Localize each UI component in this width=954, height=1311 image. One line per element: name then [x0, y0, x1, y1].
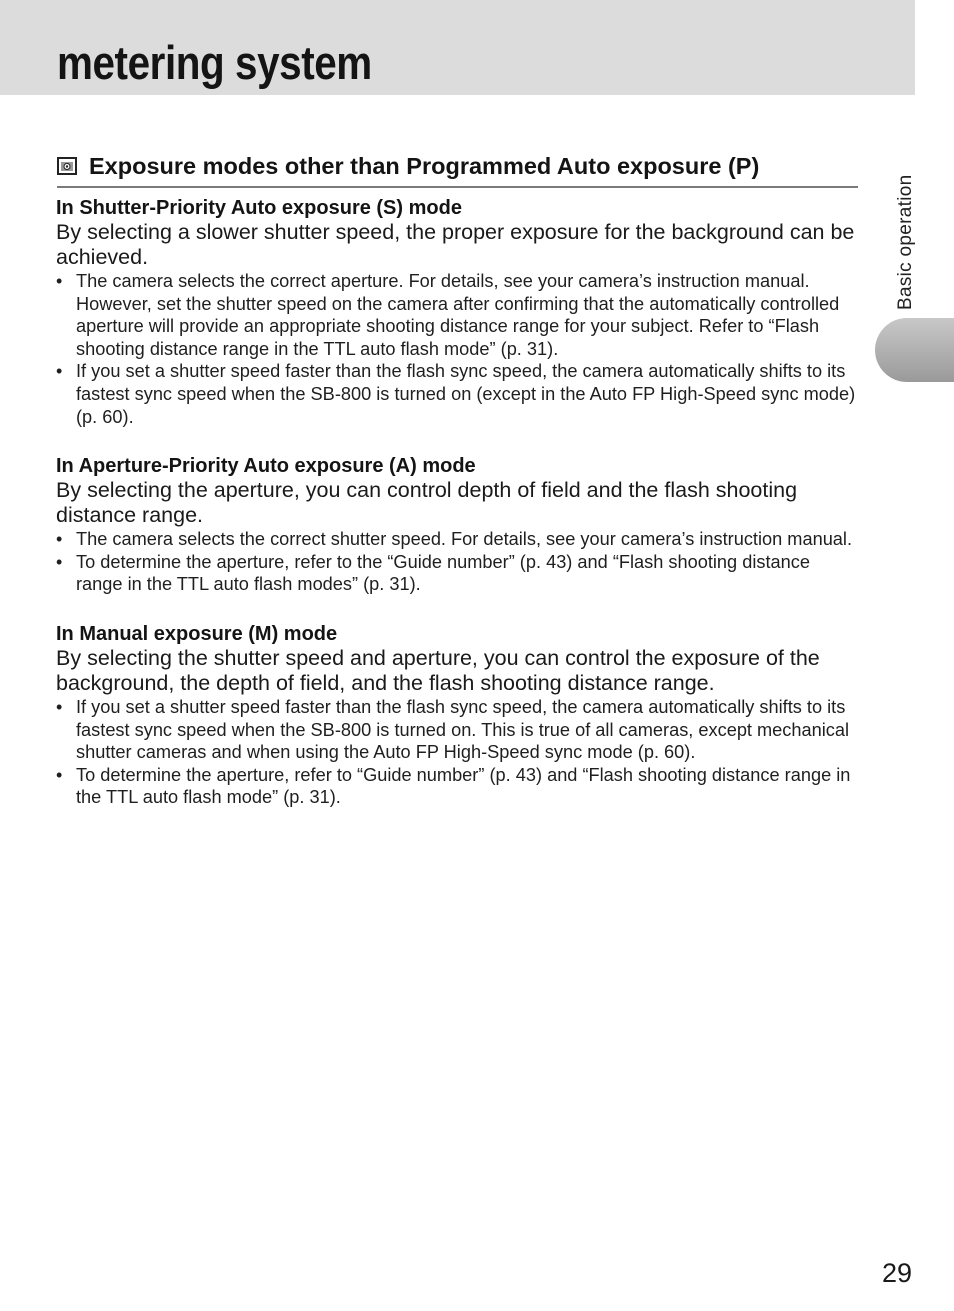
bullet-item: [56, 551, 858, 596]
content: [56, 196, 858, 835]
mode-lead: By selecting the aperture, you can control depth of field and the flash shooting distance range.: [56, 478, 798, 528]
bullet-marker: •: [56, 551, 63, 572]
bullet-item: [56, 360, 858, 428]
bullet-item: [56, 528, 858, 551]
bullet-item: [56, 270, 858, 360]
mode-heading: In Manual exposure (M) mode: [56, 622, 338, 645]
bullet-marker: •: [56, 361, 63, 382]
bullet-text: To determine the aperture, refer to the “Guide number” (p. 43) and “Flash shooting distance range in the TTL auto flash modes” (p. 31).: [76, 551, 810, 595]
mode-block-aperture-priority: [56, 454, 858, 596]
bullet-marker: •: [56, 271, 63, 291]
bullet-text: To determine the aperture, refer to “Guide number” (p. 43) and “Flash shooting distance range in the TTL auto flash mode” (p. 31).: [76, 764, 851, 808]
bullet-item: [56, 696, 858, 764]
mode-heading: In Aperture-Priority Auto exposure (A) mode: [56, 455, 476, 478]
section-heading: [57, 152, 858, 188]
bullet-marker: •: [56, 764, 63, 785]
bullet-text: The camera selects the correct aperture. For details, see your camera’s instruction manual. However, set the shutter speed on the camera after confirming that the automatically controlled aperture will provide an appropriate shooting distance range for your subject. Refer to “Flash shooting distance range in the TTL auto flash mode” (p. 31).: [76, 271, 840, 359]
page-number: 29: [882, 1258, 913, 1288]
bullet-marker: •: [56, 529, 63, 550]
mode-block-manual: [56, 622, 858, 809]
bullet-marker: •: [56, 696, 63, 717]
page-title: metering system: [57, 36, 372, 89]
bullet-item: [56, 764, 858, 809]
section-heading-text: Exposure modes other than Programmed Auto exposure (P): [89, 153, 760, 179]
camera-p-mode-icon: [57, 157, 77, 175]
mode-block-shutter-priority: [56, 196, 858, 428]
bullet-list: [56, 696, 858, 809]
bullet-text: The camera selects the correct shutter speed. For details, see your camera’s instruction manual.: [76, 529, 853, 550]
section-tab-label: Basic operation: [895, 174, 916, 310]
mode-lead: By selecting the shutter speed and aperture, you can control the exposure of the background, the depth of field, and the flash shooting distance range.: [56, 645, 820, 695]
bullet-text: If you set a shutter speed faster than the flash sync speed, the camera automatically shifts to its fastest sync speed when the SB-800 is turned on (except in the Auto FP High-Speed sync mode) (p. 60).: [76, 361, 856, 427]
section-tab: [875, 318, 954, 382]
mode-lead: By selecting a slower shutter speed, the proper exposure for the background can be achieved.: [56, 220, 855, 269]
bullet-text: If you set a shutter speed faster than the flash sync speed, the camera automatically shifts to its fastest sync speed when the SB-800 is turned on. This is true of all cameras, except mechanical shutter cameras and when using the Auto FP High-Speed sync mode (p. 60).: [76, 696, 850, 763]
bullet-list: [56, 528, 858, 596]
bullet-list: [56, 270, 858, 428]
mode-heading: In Shutter-Priority Auto exposure (S) mode: [56, 197, 462, 219]
